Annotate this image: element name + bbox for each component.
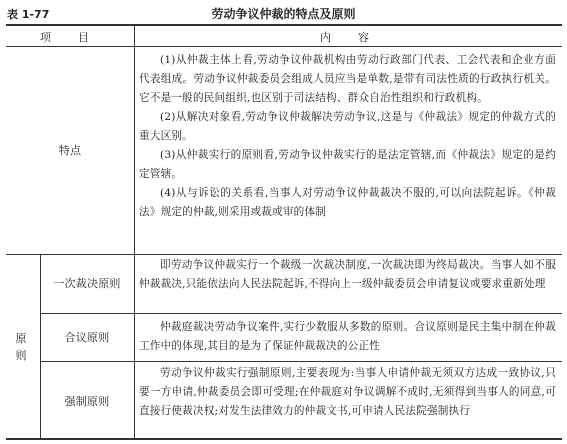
- principle-name-3: 强制原则: [64, 395, 110, 408]
- feature-paragraph-2: (2)从解决对象看,劳动争议仲裁解决劳动争议,这是与《仲裁法》规定的仲裁方式的重大区别。: [139, 111, 556, 142]
- feature-paragraph-1: (1)从仲裁主体上看,劳动争议仲裁机构由劳动行政部门代表、工会代表和企业方面代表组成。劳动争议仲裁委员会组成人员应当是单数,是带有司法性质的行政执行机关。它不是一般的民间组织,也区别于司法结构、群众自治性组织和行政机构。: [139, 54, 556, 104]
- header-bottom-rule: [6, 46, 562, 47]
- features-content: [139, 51, 556, 222]
- principle-paragraph-2: 仲裁庭裁决劳动争议案件,实行少数服从多数的原则。合议原则是民主集中制在仲裁工作中的体现,其目的是为了保证仲裁裁决的公正性: [139, 321, 556, 352]
- table-title: 劳动争议仲裁的特点及原则: [211, 7, 356, 21]
- feature-paragraph-4: (4)从与诉讼的关系看,当事人对劳动争议仲裁裁决不服的,可以向法院起诉。《仲裁法》规定的仲裁,则采用或裁或审的体制: [139, 187, 556, 218]
- content-column-header: 内 容: [320, 31, 377, 44]
- row1-bottom-rule: [40, 313, 562, 314]
- table-number: 表 1-77: [7, 8, 50, 21]
- features-label: 特点: [58, 144, 82, 157]
- principle-paragraph-1: 即劳动争议仲裁实行一个裁级一次裁决制度,一次裁决即为终局裁决。当事人如不服仲裁裁决,只能依法向人民法院起诉,不得向上一级仲裁委员会申请复议或要求重新处理: [139, 259, 556, 290]
- principle-paragraph-3: 劳动争议仲裁实行强制原则,主要表现为:当事人申请仲裁无须双方达成一致协议,只要一方申请,仲裁委员会即可受理;在仲裁庭对争议调解不成时,无须得到当事人的同意,可直接行使裁决权;对发生法律效力的仲裁文书,可申请人民法院强制执行: [139, 367, 556, 417]
- principle-name-1: 一次裁决原则: [53, 277, 121, 290]
- item-column-header: 项 目: [40, 31, 97, 44]
- bottom-rule: [6, 438, 562, 440]
- feature-paragraph-3: (3)从仲裁实行的原则看,劳动争议仲裁实行的是法定管辖,而《仲裁法》规定的是约定管辖。: [139, 149, 556, 180]
- principles-label: 原则: [15, 332, 27, 362]
- row2-bottom-rule: [40, 361, 562, 362]
- principle-text-1: [139, 256, 556, 294]
- top-rule: [6, 24, 562, 26]
- principle-text-2: [139, 318, 556, 356]
- table-header: [0, 0, 567, 24]
- principle-text-3: [139, 364, 556, 421]
- features-bottom-rule: [6, 254, 562, 255]
- principle-name-2: 合议原则: [64, 331, 110, 344]
- column-divider: [134, 24, 135, 439]
